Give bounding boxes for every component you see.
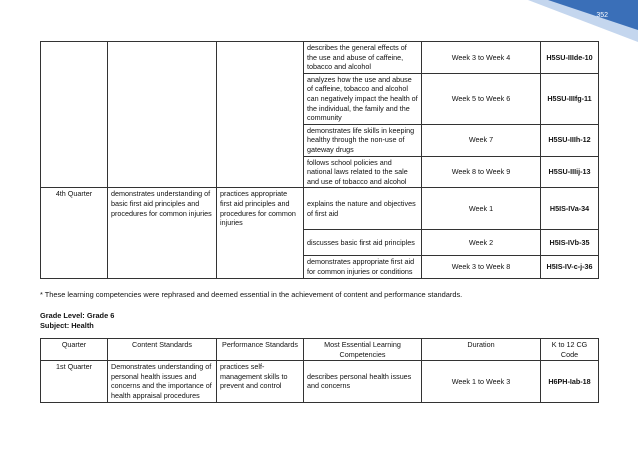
table-header-row: [41, 339, 599, 361]
competency-cell: demonstrates life skills in keeping healthy through the non-use of gateway drugs: [304, 124, 422, 156]
table-row: [41, 361, 599, 402]
header-code: K to 12 CG Code: [541, 339, 599, 361]
table-row: [41, 42, 599, 74]
curriculum-table-grade6: [40, 338, 599, 403]
competency-cell: describes the general effects of the use and abuse of caffeine, tobacco and alcohol: [304, 42, 422, 74]
code-cell: H5IS-IVa-34: [541, 188, 599, 230]
header-performance-standards: Performance Standards: [217, 339, 304, 361]
competency-cell: demonstrates appropriate first aid for common injuries or conditions: [304, 256, 422, 278]
code-cell: H6PH-Iab-18: [541, 361, 599, 402]
curriculum-table-grade5: [40, 41, 599, 279]
quarter-cell: 4th Quarter: [41, 188, 108, 278]
code-cell: H5IS-IV-c-j-36: [541, 256, 599, 278]
header-duration: Duration: [422, 339, 541, 361]
subject-label: Subject: Health: [40, 321, 94, 330]
page-number: 352: [596, 12, 608, 19]
duration-cell: Week 3 to Week 4: [422, 42, 541, 74]
competency-cell: discusses basic first aid principles: [304, 230, 422, 256]
code-cell: H5SU-IIIij-13: [541, 156, 599, 188]
code-cell: H5SU-IIIfg-11: [541, 73, 599, 124]
corner-decoration: [498, 0, 638, 42]
quarter-cell: 1st Quarter: [41, 361, 108, 402]
code-cell: H5SU-IIIde-10: [541, 42, 599, 74]
duration-cell: Week 3 to Week 8: [422, 256, 541, 278]
footnote: * These learning competencies were rephrased and deemed essential in the achievement of content and performance standards.: [40, 290, 463, 299]
competency-cell: describes personal health issues and concerns: [304, 361, 422, 402]
duration-cell: Week 5 to Week 6: [422, 73, 541, 124]
table-row: [41, 188, 599, 230]
content-standard-cell: demonstrates understanding of basic first aid principles and procedures for common injuries: [108, 188, 217, 278]
grade-level: Grade Level: Grade 6: [40, 311, 115, 320]
header-content-standards: Content Standards: [108, 339, 217, 361]
content-standard-cell: Demonstrates understanding of personal health issues and concerns and the importance of health appraisal procedures: [108, 361, 217, 402]
competency-cell: follows school policies and national laws related to the sale and use of tobacco and alcohol: [304, 156, 422, 188]
code-cell: H5IS-IVb-35: [541, 230, 599, 256]
duration-cell: Week 1 to Week 3: [422, 361, 541, 402]
header-quarter: Quarter: [41, 339, 108, 361]
duration-cell: Week 7: [422, 124, 541, 156]
code-cell: H5SU-IIIh-12: [541, 124, 599, 156]
competency-cell: explains the nature and objectives of first aid: [304, 188, 422, 230]
performance-standard-cell: practices self-management skills to prevent and control: [217, 361, 304, 402]
competency-cell: analyzes how the use and abuse of caffeine, tobacco and alcohol can negatively impact the health of the individual, the family and the community: [304, 73, 422, 124]
duration-cell: Week 2: [422, 230, 541, 256]
performance-standard-cell: practices appropriate first aid principles and procedures for common injuries: [217, 188, 304, 278]
header-competencies: Most Essential Learning Competencies: [304, 339, 422, 361]
duration-cell: Week 1: [422, 188, 541, 230]
duration-cell: Week 8 to Week 9: [422, 156, 541, 188]
